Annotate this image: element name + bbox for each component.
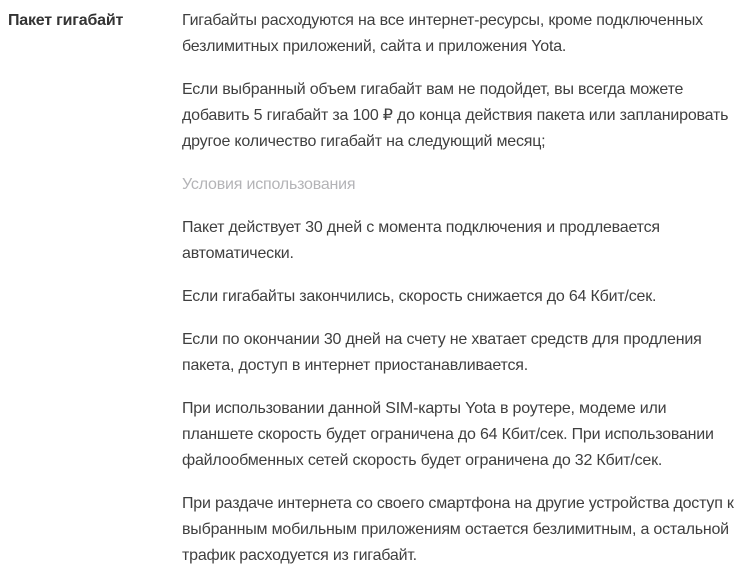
section-title-column xyxy=(8,8,182,583)
paragraph-speed-reduction: Если гигабайты закончились, скорость снижается до 64 Кбит/сек. xyxy=(182,288,657,305)
subheading-usage-terms: Условия использования xyxy=(182,176,356,193)
section-title: Пакет гигабайт xyxy=(8,12,124,29)
paragraph-tethering-rules: При раздаче интернета со своего смартфона на другие устройства доступ к выбранным мобильным приложениям остается безлимитным, а остальной трафик расходуется из гигабайт. xyxy=(182,495,734,564)
paragraph-package-duration: Пакет действует 30 дней с момента подключения и продлевается автоматически. xyxy=(182,219,660,262)
paragraph-sim-usage-restrictions: При использовании данной SIM-карты Yota в роутере, модеме или планшете скорость будет ограничена до 64 Кбит/сек. При использовании файлообменных сетей скорость будет ограничена до 32 Кбит/сек. xyxy=(182,400,714,469)
paragraph-insufficient-funds: Если по окончании 30 дней на счету не хватает средств для продления пакета, доступ в интернет приостанавливается. xyxy=(182,331,702,374)
section-content-column xyxy=(182,8,738,583)
paragraph-add-gigabytes: Если выбранный объем гигабайт вам не подойдет, вы всегда можете добавить 5 гигабайт за 100 ₽ до конца действия пакета или запланировать другое количество гигабайт на следующий месяц; xyxy=(182,81,729,150)
paragraph-gigabyte-spending: Гигабайты расходуются на все интернет-ресурсы, кроме подключенных безлимитных приложений, сайта и приложения Yota. xyxy=(182,12,703,55)
